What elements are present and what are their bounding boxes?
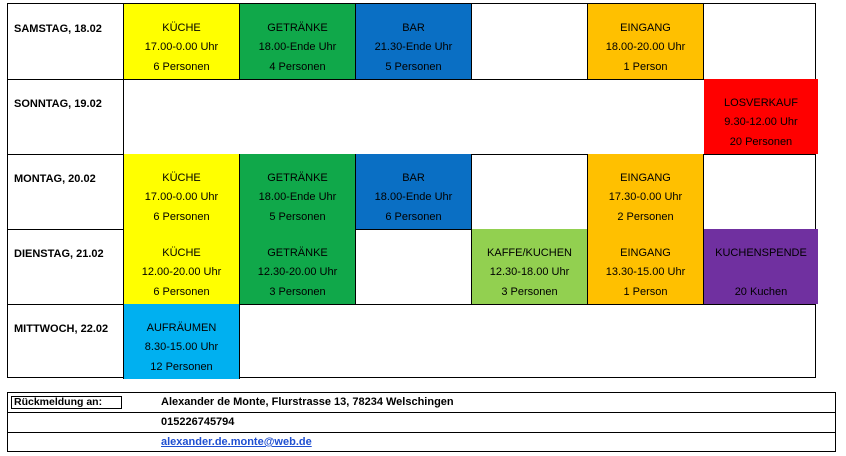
shift-people: 12 Personen [150, 361, 213, 373]
day-label: SONNTAG, 19.02 [8, 79, 124, 154]
shift-time: 18.00-Ende Uhr [374, 191, 453, 203]
shift-time: 17.00-0.00 Uhr [144, 191, 219, 203]
shift-people: 5 Personen [269, 211, 326, 223]
shift-time: 12.30-18.00 Uhr [489, 266, 570, 278]
shift-time: 18.00-20.00 Uhr [605, 41, 686, 53]
shift-people: 3 Personen [501, 286, 558, 298]
schedule-row [8, 304, 815, 379]
shift-cell [240, 154, 356, 229]
shift-title: KÜCHE [162, 22, 201, 34]
feedback-email-row [8, 433, 835, 452]
shift-title: KUCHENSPENDE [715, 247, 807, 259]
schedule-row [8, 4, 815, 80]
feedback-table [7, 392, 836, 452]
shift-title: BAR [402, 172, 425, 184]
cell-divider [587, 4, 588, 79]
shift-title: KÜCHE [162, 172, 201, 184]
shift-cell [124, 154, 240, 229]
shift-time: 17.30-0.00 Uhr [608, 191, 683, 203]
schedule-row [8, 154, 815, 230]
shift-people: 1 Person [623, 286, 668, 298]
feedback-phone-row [8, 413, 835, 433]
shift-cell [356, 4, 472, 79]
shift-title: EINGANG [620, 247, 671, 259]
shift-title: AUFRÄUMEN [146, 322, 217, 334]
schedule-row [8, 79, 815, 155]
shift-title: GETRÄNKE [267, 172, 328, 184]
shift-people: 2 Personen [617, 211, 674, 223]
shift-cell [588, 154, 704, 229]
shift-title: KAFFE/KUCHEN [487, 247, 572, 259]
shift-cell [588, 229, 704, 304]
shift-cell [704, 79, 818, 154]
shift-time: 17.00-0.00 Uhr [144, 41, 219, 53]
shift-title: EINGANG [620, 172, 671, 184]
shift-cell [124, 4, 240, 79]
feedback-address-row [8, 393, 835, 413]
shift-cell [240, 4, 356, 79]
shift-title: GETRÄNKE [267, 22, 328, 34]
shift-cell [704, 229, 818, 304]
shift-people: 5 Personen [385, 61, 442, 73]
shift-people: 6 Personen [153, 61, 210, 73]
shift-title: BAR [402, 22, 425, 34]
shift-cell [124, 304, 240, 379]
shift-cell [124, 229, 240, 304]
shift-time: 18.00-Ende Uhr [258, 191, 337, 203]
shift-people: 3 Personen [269, 286, 326, 298]
shift-people: 1 Person [623, 61, 668, 73]
shift-time: 12.00-20.00 Uhr [141, 266, 222, 278]
contact-phone: 015226745794 [161, 416, 235, 428]
shift-title: EINGANG [620, 22, 671, 34]
shift-people: 6 Personen [385, 211, 442, 223]
shift-time: 18.00-Ende Uhr [258, 41, 337, 53]
schedule-grid [7, 3, 816, 378]
shift-cell [588, 4, 704, 79]
day-label: MITTWOCH, 22.02 [8, 304, 124, 379]
shift-cell [240, 229, 356, 304]
day-label: SAMSTAG, 18.02 [8, 4, 124, 79]
cell-divider [471, 229, 472, 304]
shift-people: 20 Kuchen [734, 286, 788, 298]
shift-cell [472, 229, 588, 304]
shift-time: 8.30-15.00 Uhr [144, 341, 219, 353]
shift-title: LOSVERKAUF [724, 97, 798, 109]
shift-title: GETRÄNKE [267, 247, 328, 259]
day-label: DIENSTAG, 21.02 [8, 229, 124, 304]
contact-address: Alexander de Monte, Flurstrasse 13, 78234 Welschingen [161, 396, 454, 408]
feedback-label: Rückmeldung an: [11, 396, 122, 409]
cell-divider [587, 154, 588, 229]
shift-title: KÜCHE [162, 247, 201, 259]
shift-people: 6 Personen [153, 211, 210, 223]
shift-people: 20 Personen [729, 136, 793, 148]
day-label: MONTAG, 20.02 [8, 154, 124, 229]
schedule-row [8, 229, 815, 305]
contact-email-link[interactable]: alexander.de.monte@web.de [161, 436, 312, 448]
shift-time: 13.30-15.00 Uhr [605, 266, 686, 278]
shift-people: 4 Personen [269, 61, 326, 73]
shift-cell [356, 154, 472, 229]
shift-time: 12.30-20.00 Uhr [257, 266, 338, 278]
shift-time: 9.30-12.00 Uhr [724, 116, 798, 128]
shift-time: 21.30-Ende Uhr [374, 41, 453, 53]
shift-people: 6 Personen [153, 286, 210, 298]
